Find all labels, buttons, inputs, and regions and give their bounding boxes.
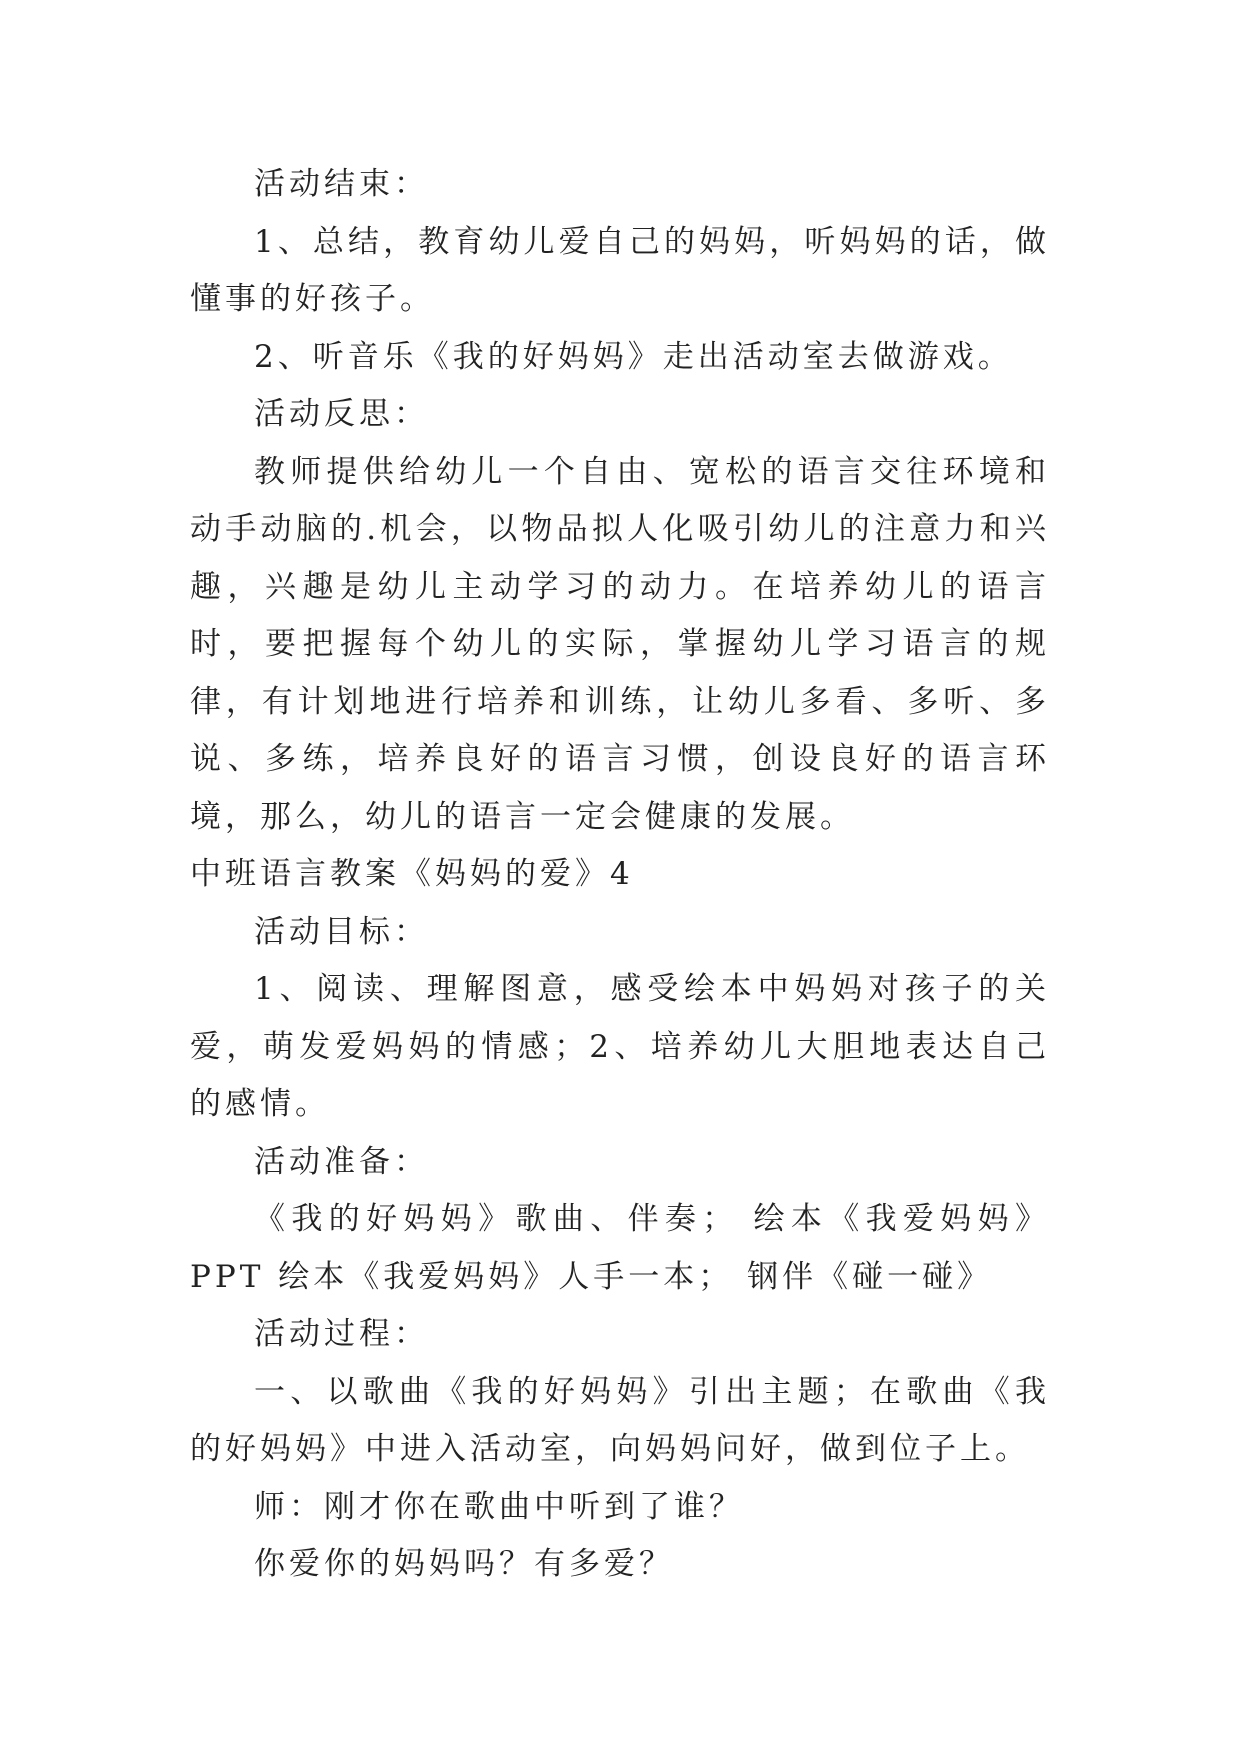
section-label-reflection: 活动反思：: [254, 396, 429, 432]
document-body: [190, 156, 1050, 1594]
paragraph-preparation: 《我的好妈妈》歌曲、伴奏； 绘本《我爱妈妈》PPT 绘本《我爱妈妈》人手一本； 钢伴《碰一碰》: [190, 1201, 1050, 1295]
paragraph-summary: 1、总结，教育幼儿爱自己的妈妈，听妈妈的话，做懂事的好孩子。: [190, 223, 1050, 317]
paragraph-reflection: 教师提供给幼儿一个自由、宽松的语言交往环境和动手动脑的.机会，以物品拟人化吸引幼儿的注意力和兴趣，兴趣是幼儿主动学习的动力。在培养幼儿的语言时，要把握每个幼儿的实际，掌握幼儿学习语言的规律，有计划地进行培养和训练，让幼儿多看、多听、多说、多练，培养良好的语言习惯，创设良好的语言环境，那么，幼儿的语言一定会健康的发展。: [190, 453, 1050, 835]
paragraph-love-question: 你爱你的妈妈吗？有多爱？: [254, 1546, 674, 1582]
section-label-activity-end: 活动结束：: [254, 166, 429, 202]
paragraph-process-step-1: 一、以歌曲《我的好妈妈》引出主题；在歌曲《我的好妈妈》中进入活动室，向妈妈问好，做到位子上。: [190, 1373, 1050, 1467]
section-label-goals: 活动目标：: [254, 913, 429, 950]
paragraph-goals: 1、阅读、理解图意，感受绘本中妈妈对孩子的关爱，萌发爱妈妈的情感；2、培养幼儿大胆地表达自己的感情。: [190, 971, 1050, 1122]
paragraph-teacher-question: 师：刚才你在歌曲中听到了谁？: [254, 1488, 744, 1525]
paragraph-music: 2、听音乐《我的好妈妈》走出活动室去做游戏。: [254, 338, 1013, 375]
lesson-title: 中班语言教案《妈妈的爱》4: [190, 856, 634, 892]
section-label-process: 活动过程：: [254, 1316, 429, 1352]
section-label-preparation: 活动准备：: [254, 1143, 429, 1180]
